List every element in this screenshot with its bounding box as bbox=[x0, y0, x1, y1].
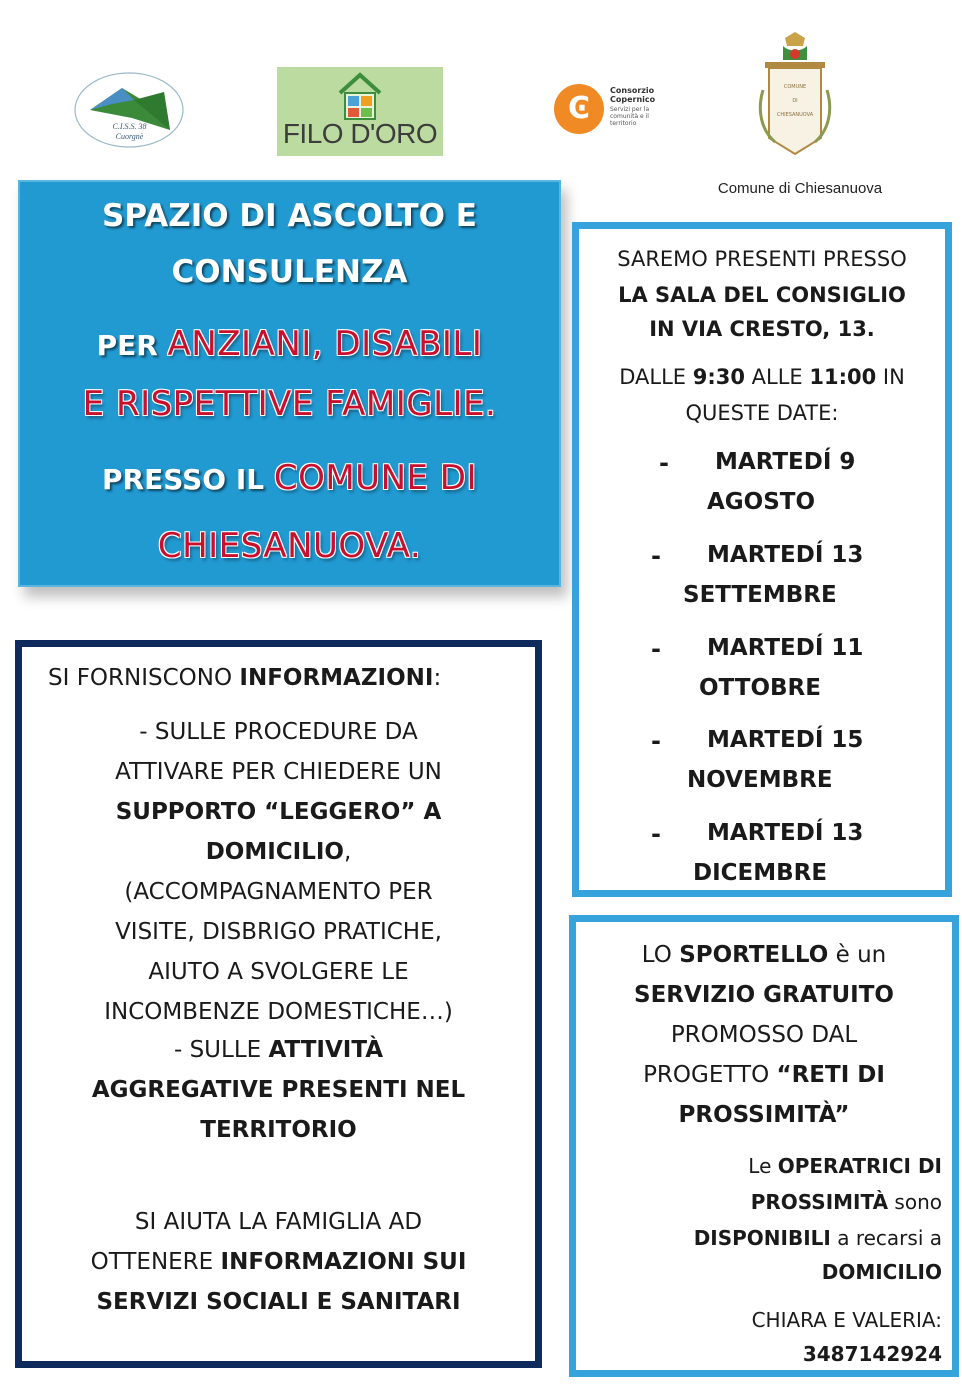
title-anziani-disabili: ANZIANI, DISABILI bbox=[167, 324, 483, 364]
dates-start-time: 9:30 bbox=[692, 365, 745, 389]
info-informazioni: INFORMAZIONI bbox=[239, 665, 434, 691]
service-box bbox=[569, 915, 959, 1377]
ciss-text-1: C.I.S.S. 38 bbox=[112, 122, 147, 131]
date-5-day: MARTEDÍ 13 bbox=[707, 820, 864, 846]
info-line-10 bbox=[22, 1037, 535, 1063]
service-lo: LO bbox=[641, 942, 680, 968]
service-e-un: è un bbox=[828, 942, 887, 968]
svg-text:COMUNE: COMUNE bbox=[783, 84, 807, 90]
date-4-month: NOVEMBRE bbox=[687, 767, 833, 793]
svg-text:DI: DI bbox=[792, 98, 798, 104]
date-2-month: SETTEMBRE bbox=[683, 582, 837, 608]
filo-doro-text: FILO D'ORO bbox=[282, 118, 438, 149]
service-line-9: DOMICILIO bbox=[821, 1260, 942, 1284]
service-operatrici: OPERATRICI DI bbox=[777, 1154, 942, 1178]
dates-box bbox=[572, 222, 952, 897]
service-le: Le bbox=[748, 1154, 778, 1178]
service-disponibili: DISPONIBILI bbox=[693, 1226, 831, 1250]
dates-line-1: SAREMO PRESENTI PRESSO bbox=[617, 247, 907, 271]
info-line-7: VISITE, DISBRIGO PRATICHE, bbox=[115, 919, 442, 945]
service-line-1 bbox=[576, 942, 952, 968]
title-comune-di: COMUNE DI bbox=[273, 458, 477, 498]
service-reti-di: “RETI DI bbox=[776, 1062, 885, 1088]
consorzio-subtitle: Servizi per la comunità e il territorio bbox=[610, 106, 650, 127]
svg-text:CHIESANUOVA: CHIESANUOVA bbox=[776, 112, 814, 118]
info-line-3: ATTIVARE PER CHIEDERE UN bbox=[115, 759, 442, 785]
date-dash-3: - bbox=[651, 635, 661, 663]
info-line-15: SERVIZI SOCIALI E SANITARI bbox=[96, 1289, 461, 1315]
date-dash-1: - bbox=[659, 449, 669, 477]
dates-dalle: DALLE bbox=[619, 365, 693, 389]
date-1-month: AGOSTO bbox=[707, 489, 816, 515]
info-colon: : bbox=[433, 665, 442, 691]
date-3-month: OTTOBRE bbox=[699, 675, 821, 701]
crest-caption: Comune di Chiesanuova bbox=[717, 180, 883, 197]
service-line-3: PROMOSSO DAL bbox=[670, 1022, 858, 1048]
title-line-1: SPAZIO DI ASCOLTO E bbox=[102, 198, 477, 234]
date-dash-5: - bbox=[651, 820, 661, 848]
info-domicilio: DOMICILIO bbox=[205, 839, 344, 865]
info-box bbox=[15, 640, 542, 1368]
date-dash-2: - bbox=[651, 542, 661, 570]
service-line-6 bbox=[748, 1154, 942, 1178]
info-informazioni-sui: INFORMAZIONI SUI bbox=[220, 1249, 467, 1275]
date-3-day: MARTEDÍ 11 bbox=[707, 635, 864, 661]
title-line-2: CONSULENZA bbox=[171, 254, 408, 290]
date-2-day: MARTEDÍ 13 bbox=[707, 542, 864, 568]
consorzio-copernico-logo bbox=[552, 80, 662, 140]
info-line-9: INCOMBENZE DOMESTICHE…) bbox=[104, 999, 453, 1025]
info-line-11: AGGREGATIVE PRESENTI NEL bbox=[91, 1077, 466, 1103]
copernico-text: Copernico bbox=[610, 95, 656, 104]
service-line-4 bbox=[576, 1062, 952, 1088]
date-dash-4: - bbox=[651, 727, 661, 755]
consorzio-text: Consorzio bbox=[610, 86, 655, 95]
info-line-2: - SULLE PROCEDURE DA bbox=[139, 719, 418, 745]
title-line-6: CHIESANUOVA. bbox=[157, 526, 422, 566]
info-attivita: ATTIVITÀ bbox=[268, 1037, 384, 1063]
dates-end-time: 11:00 bbox=[809, 365, 877, 389]
info-line-1 bbox=[48, 665, 535, 691]
date-4-day: MARTEDÍ 15 bbox=[707, 727, 864, 753]
dates-line-5: QUESTE DATE: bbox=[685, 401, 839, 425]
title-line-4: E RISPETTIVE FAMIGLIE. bbox=[82, 384, 497, 424]
title-presso-il: PRESSO IL bbox=[102, 463, 274, 496]
info-line-13: SI AIUTA LA FAMIGLIA AD bbox=[134, 1209, 423, 1235]
service-line-7 bbox=[751, 1190, 942, 1214]
date-5-month: DICEMBRE bbox=[693, 860, 828, 886]
info-si-forniscono: SI FORNISCONO bbox=[48, 665, 240, 691]
title-banner bbox=[18, 180, 561, 587]
dates-in: IN bbox=[876, 365, 905, 389]
info-line-14 bbox=[22, 1249, 535, 1275]
title-line-3 bbox=[20, 324, 559, 364]
info-ottenere: OTTENERE bbox=[90, 1249, 221, 1275]
copernico-c-icon: Ͼ bbox=[554, 84, 604, 134]
info-line-8: AIUTO A SVOLGERE LE bbox=[148, 959, 409, 985]
service-sportello: SPORTELLO bbox=[679, 942, 829, 968]
info-line-4: SUPPORTO “LEGGERO” A bbox=[115, 799, 442, 825]
service-phone: 3487142924 bbox=[802, 1342, 942, 1366]
dates-line-4 bbox=[579, 365, 945, 389]
info-line-6: (ACCOMPAGNAMENTO PER bbox=[124, 879, 433, 905]
ciss-text-2: Cuorgnè bbox=[115, 132, 144, 141]
info-sulle: - SULLE bbox=[173, 1037, 269, 1063]
info-line-5 bbox=[22, 839, 535, 865]
filo-doro-logo bbox=[277, 67, 443, 156]
service-progetto: PROGETTO bbox=[643, 1062, 777, 1088]
dates-line-3: IN VIA CRESTO, 13. bbox=[649, 317, 875, 341]
service-prossimita: PROSSIMITÀ bbox=[750, 1190, 889, 1214]
coat-of-arms-icon bbox=[755, 30, 835, 160]
service-line-10: CHIARA E VALERIA: bbox=[751, 1308, 942, 1332]
house-icon bbox=[337, 71, 383, 123]
dates-line-2: LA SALA DEL CONSIGLIO bbox=[618, 283, 906, 307]
ciss-logo bbox=[72, 70, 187, 150]
date-1-day: MARTEDÍ 9 bbox=[715, 449, 856, 475]
info-line-12: TERRITORIO bbox=[200, 1117, 357, 1143]
service-line-8 bbox=[694, 1226, 942, 1250]
dates-alle: ALLE bbox=[744, 365, 810, 389]
service-line-2: SERVIZIO GRATUITO bbox=[634, 982, 894, 1008]
info-comma: , bbox=[343, 839, 352, 865]
chiesanuova-crest bbox=[755, 30, 835, 160]
title-per: PER bbox=[96, 329, 168, 362]
service-line-5: PROSSIMITÀ” bbox=[678, 1102, 850, 1128]
service-sono: sono bbox=[888, 1190, 942, 1214]
title-line-5 bbox=[20, 458, 559, 498]
service-a-recarsi: a recarsi a bbox=[830, 1226, 942, 1250]
